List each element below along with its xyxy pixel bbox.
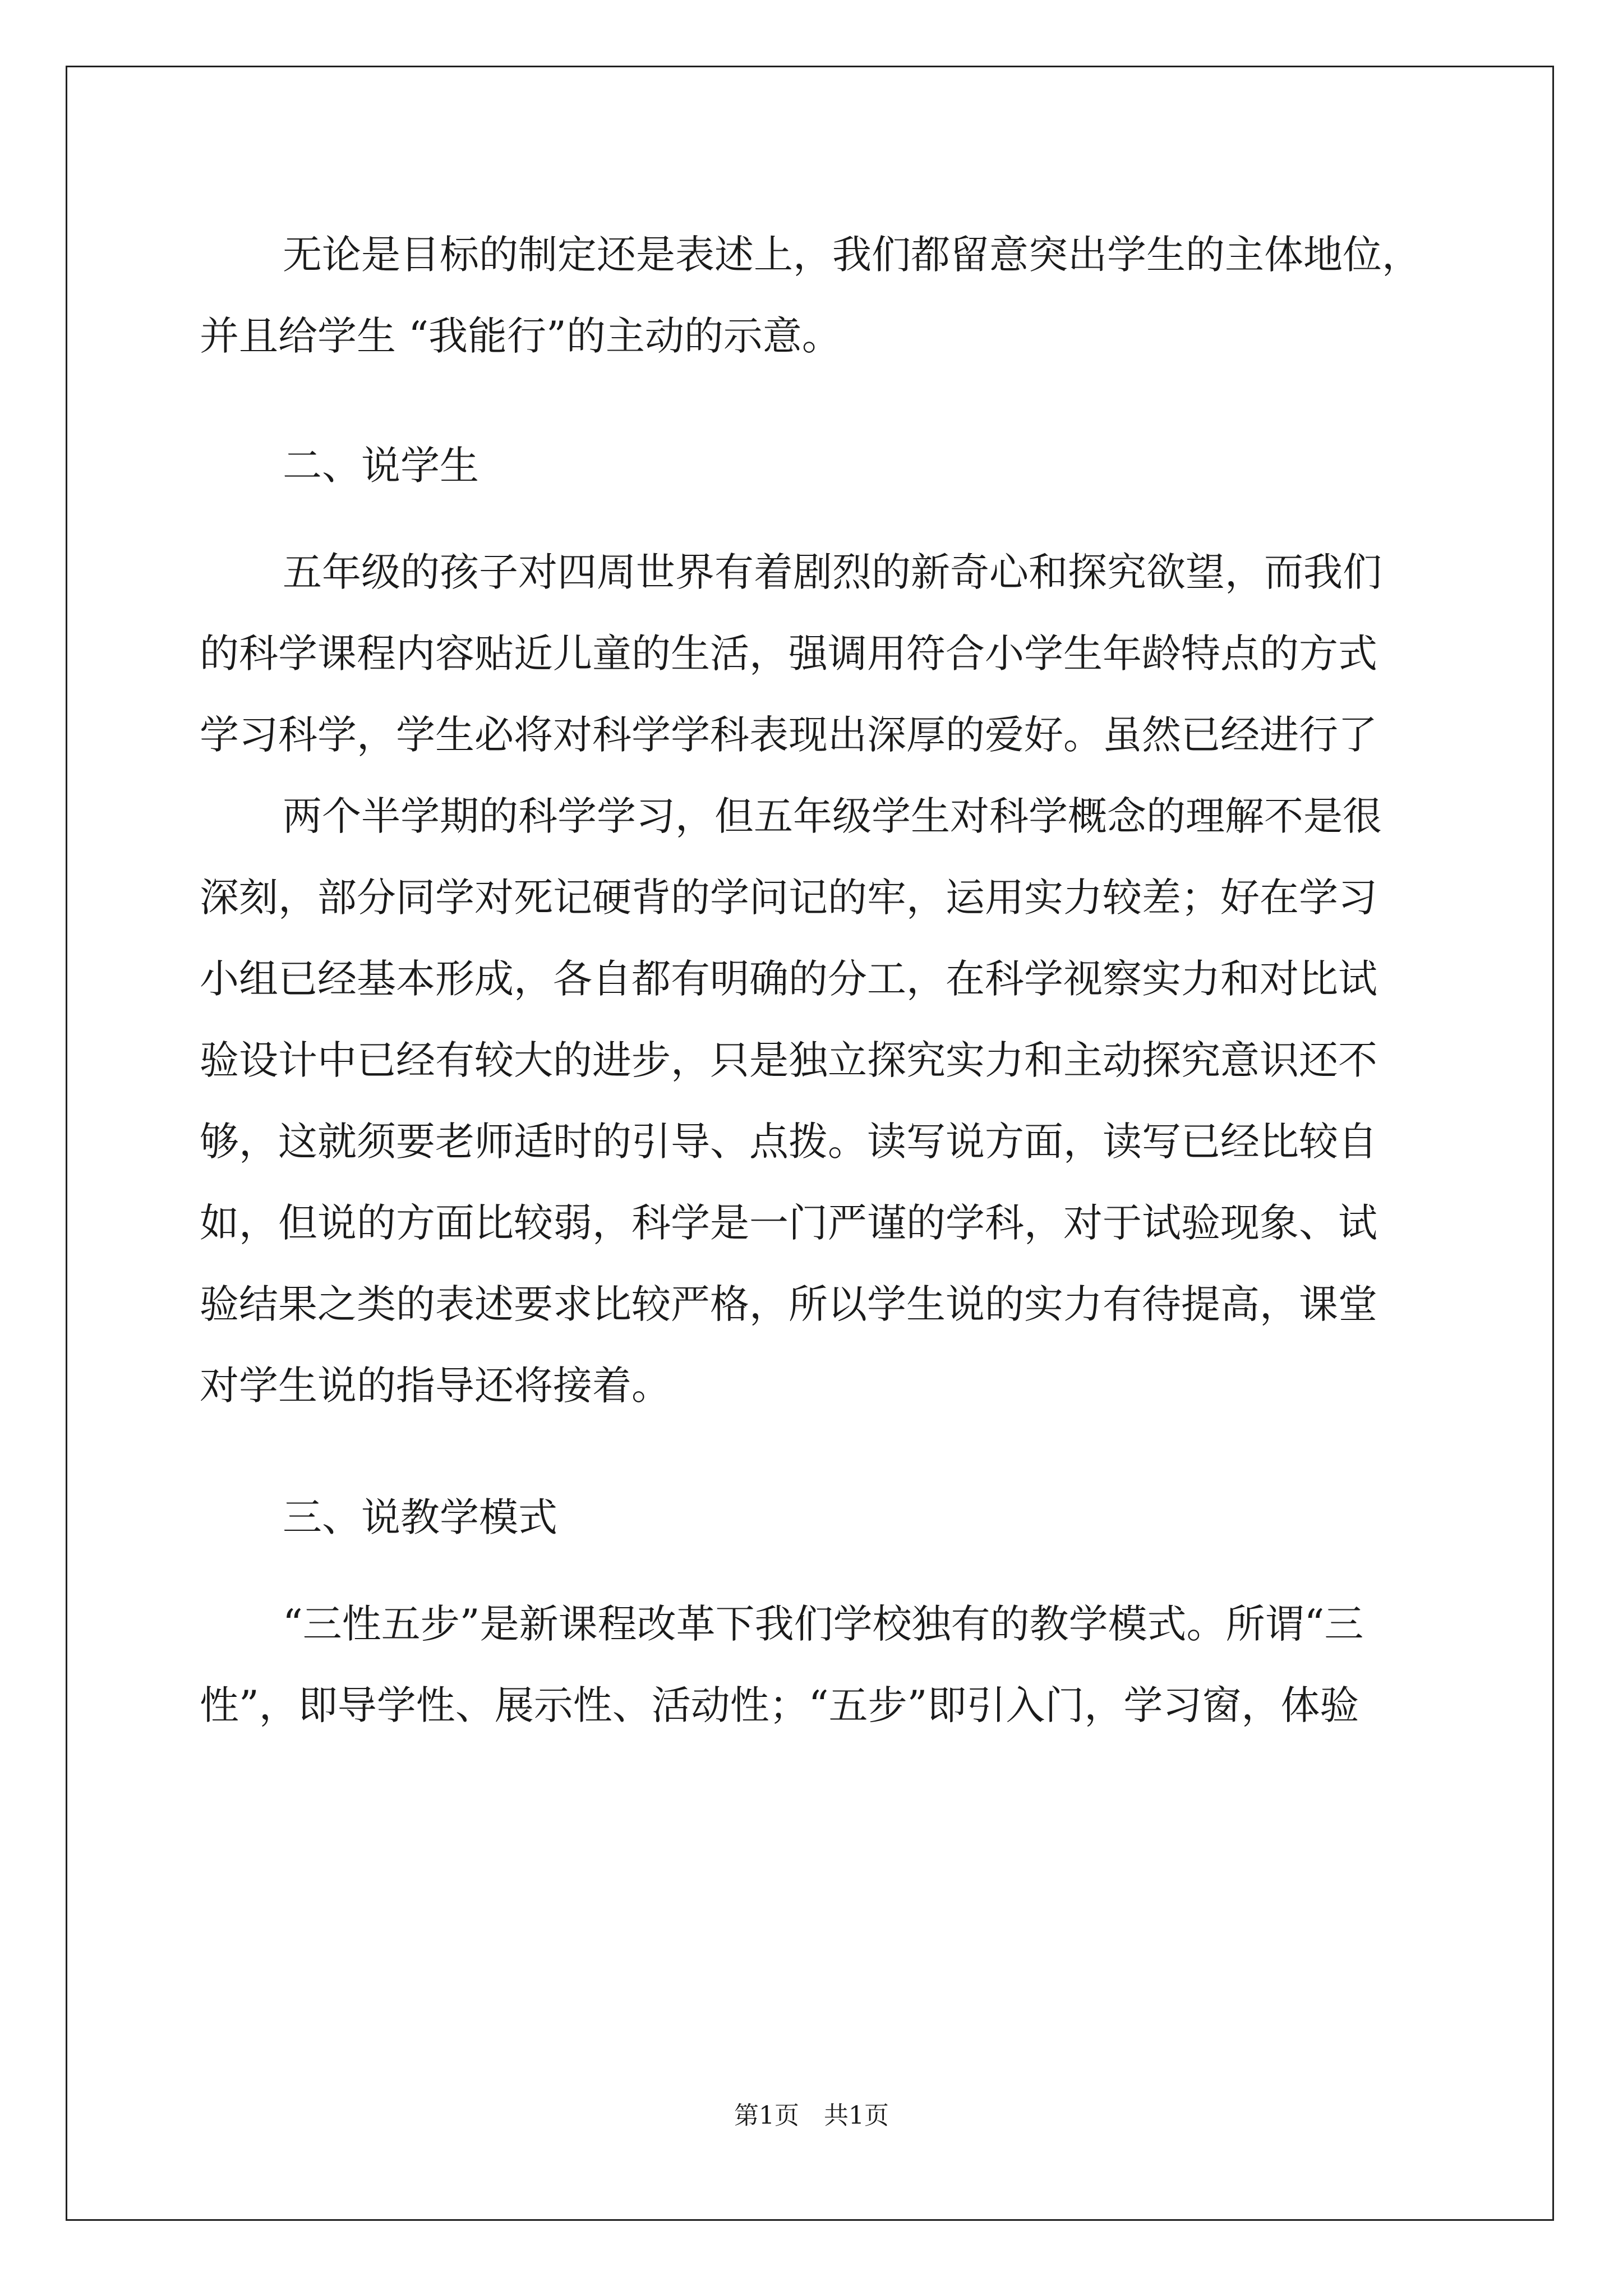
paragraph-line: 并且给学生 “我能行”的主动的示意。 (200, 313, 841, 359)
paragraph-line: 两个半学期的科学学习，但五年级学生对科学概念的理解不是很 (283, 793, 1382, 839)
paragraph-line: 无论是目标的制定还是表述上，我们都留意突出学生的主体地位， (283, 232, 1421, 278)
paragraph-line: 小组已经基本形成，各自都有明确的分工，在科学视察实力和对比试 (200, 956, 1377, 1002)
page-footer: 第1页 共1页 (734, 2101, 889, 2130)
paragraph-line: 性”，即导学性、展示性、活动性；“五步”即引入门，学习窗，体验 (200, 1682, 1359, 1728)
section-heading-students: 二、说学生 (283, 443, 479, 489)
paragraph-line: 够，这就须要老师适时的引导、点拨。读写说方面，读写已经比较自 (200, 1119, 1377, 1165)
paragraph-line: 深刻，部分同学对死记硬背的学问记的牢，运用实力较差；好在学习 (200, 875, 1377, 921)
paragraph-line: 对学生说的指导还将接着。 (200, 1363, 671, 1409)
paragraph-line: “三性五步”是新课程改革下我们学校独有的教学模式。所谓“三 (283, 1601, 1364, 1647)
paragraph-line: 验结果之类的表述要求比较严格，所以学生说的实力有待提高，课堂 (200, 1281, 1377, 1327)
paragraph-line: 学习科学，学生必将对科学学科表现出深厚的爱好。虽然已经进行了 (200, 712, 1377, 758)
paragraph-line: 如，但说的方面比较弱，科学是一门严谨的学科，对于试验现象、试 (200, 1200, 1377, 1246)
section-heading-teaching-mode: 三、说教学模式 (283, 1494, 557, 1540)
paragraph-line: 的科学课程内容贴近儿童的生活，强调用符合小学生年龄特点的方式 (200, 631, 1377, 677)
paragraph-line: 五年级的孩子对四周世界有着剧烈的新奇心和探究欲望，而我们 (283, 549, 1382, 595)
paragraph-line: 验设计中已经有较大的进步，只是独立探究实力和主动探究意识还不 (200, 1037, 1377, 1083)
